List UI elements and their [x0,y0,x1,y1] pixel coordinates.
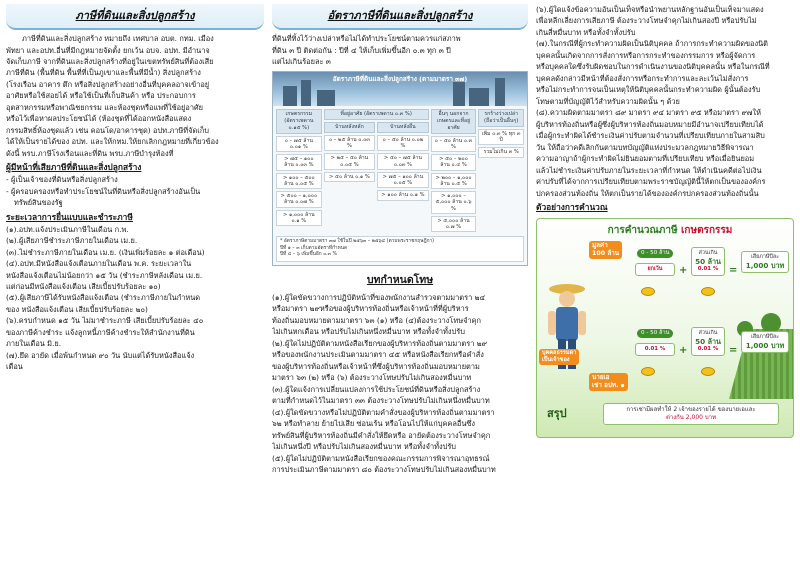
period-item: (๓).ไม่ชำระภาษีภายในเดือน เม.ย. (เงินเพิ่มร้อยละ ๑ ต่อเดือน) [6,247,205,257]
tenant-tag [589,373,628,391]
row1-result-label: เสียภาษีปีละ [750,253,780,260]
period-item: เตือน [6,362,23,372]
penalty-line: วัน ให้ถือว่าคดีเลิกกันตามบทบัญญัติแห่งประมวลกฎหมายวิธีพิจารณา [536,142,754,152]
period-item: หนังสือแจ้งเตือนไม่น้อยกว่า ๑๕ วัน (ชำระภาษีหลังเดือน เม.ย. [6,270,203,280]
taxpayer-item: - ผู้เป็นเจ้าของที่ดินหรือสิ่งปลูกสร้าง [6,175,118,185]
rate-cell: > ๒๕ – ๕๐ ล้าน ๐.๐๕ % [324,153,376,169]
penalty-line: ไม่เกินหกเดือน หรือปรับไม่เกินหนึ่งหมื่นบาท หรือทั้งจำทั้งปรับ [272,327,465,337]
rate-note-line: ปีที่ ๑ – ๓ เก็บตามอัตราที่กำหนด [280,245,348,251]
penalty-line: หรือมาตรา ๒๙หรือของผู้บริหารท้องถิ่นหรือเจ้าหน้าที่ที่ผู้บริหาร [272,304,469,314]
penalty-line: (๘).ความผิดตามมาตรา ๘๙ มาตรา ๙๔ มาตรา ๙๕ หรือมาตรา ๙๗ให้ [536,108,761,118]
summary-line: การเช่ามีผลทำให้ 2 เจ้าของรายได้ ของนายเอและ [626,405,756,413]
penalty-line: (๗).ในกรณีที่ผู้กระทำความผิดเป็นนิติบุคคล ถ้าการกระทำความผิดของนิติ [536,39,768,49]
rate-cell: > ๒๐๐ – ๑,๐๐๐ ล้าน ๐.๕ % [431,173,477,189]
penalty-line: ปกครองส่วนท้องถิ่น ให้ตกเป็นรายได้ขององค์กรปกครองส่วนท้องถิ่นนั้น [536,188,759,198]
period-item: ของภาษีค้างชำระ แจ้งลูกหนี้ภาษีค้างชำระให้สำนักงานที่ดิน [6,327,195,337]
building-shape [317,90,335,106]
tenant-tag-value: เช่า อปท. ๑ [592,381,625,389]
rate-note-line: ปีที่ ๔ – ๖ เพิ่มขึ้นอีก ๐.๓ % [280,252,338,258]
equals-sign: = [729,344,738,356]
tree-illustration [761,313,781,333]
rate-line: ที่ดิน ๓ ปี ติดต่อกัน : ปีที่ ๔ ให้เก็บเพิ่มขึ้นอีก ๐.๓ ทุก ๓ ปี [272,45,451,55]
calc-title-prefix: การคำนวณภาษี [607,224,678,236]
rate-paragraph [272,33,528,67]
owner-tag [539,349,579,365]
penalty-line: ท้องถิ่นมอบหมายตามมาตรา ๖๓ (๑) หรือ (๔)ต้องระวางโทษจำคุก [272,315,481,325]
penalty-line: แล้วไม่ชำระเงินค่าปรับภายในระยะเวลาที่กำหนด ให้ดำเนินคดีต่อไปเงิน [536,165,762,175]
intro-line: หรือไว้เพื่อหาผลประโยชน์ได้ (ห้องชุดที่ได้ออกหนังสือแสดง [6,114,192,124]
owner-tag-label: บุคคลธรรมดา [542,349,577,356]
coins-icon [701,367,715,376]
tenant-tag-label: นายเอ [592,373,610,381]
penalty-line: (๑).ผู้ใดขัดขวางการปฏิบัติหน้าที่ของพนักงานสำรวจตามมาตรา ๒๔ [272,292,486,302]
penalty-line: หรือของพนักงานประเมินตามมาตรา ๔๕ หรือหนังสือเรียกหรือคำสั่ง [272,350,484,360]
row2-rate-card [635,343,675,356]
penalty-line: บุคคลดังกล่าวมีหน้าที่ต้องสั่งการหรือกระทำการและละเว้นไม่สั่งการ [536,73,749,83]
penalty-line: ๖๒ หรือทำลาย ย้ายไปเสีย ซ่อนเร้น หรือโอนไปให้แก่บุคคลอื่นซึ่ง [272,419,476,429]
row2-result-card [741,331,789,353]
middle-panel [272,4,528,562]
penalty-line: ตามที่กำหนดไว้ในมาตรา ๓๓ ต้องระวางโทษปรับไม่เกินหนึ่งหมื่นบาท [272,396,490,406]
left-title-band [6,4,264,30]
right-panel [536,4,794,562]
penalty-line: บุคคลนั้นเกิดจากการสั่งการหรือการกระทำของกรรมการ หรือผู้จัดการ [536,50,756,60]
rate-line: แต่ไม่เกินร้อยละ ๓ [272,56,331,66]
rate-heading: อัตราภาษีที่ดินและสิ่งปลูกสร้าง [327,9,473,22]
rate-title-band [272,4,528,30]
value-tag-value: 100 ล้าน [592,249,620,257]
penalty-line: (๕).ผู้ใดไม่ปฏิบัติตามหนังสือเรียกของคณะกรรมการพิจารณาอุทธรณ์ [272,453,490,463]
intro-line: จัดเก็บภาษี จากที่ดินและสิ่งปลูกสร้างที่อยู่ในเขตทรัพย์สินที่ต้องเสีย [6,56,214,66]
coins-icon [701,287,715,296]
penalty-line: โทษตามที่บัญญัติไว้สำหรับความผิดนั้น ๆ ด้วย [536,96,680,106]
period-item: (๕).ผู้เสียภาษีได้รับหนังสือแจ้งเตือน (ชำระภาษีภายในกำหนด [6,293,201,303]
penalty-line: ทรัพย์สินที่ผู้บริหารท้องถิ่นมีคำสั่งให้ยึดหรือ อายัดต้องระวางโทษจำคุก [272,430,491,440]
calc-title [587,223,753,239]
penalty-line: ความอาญาถ้าผู้กระทำผิดไม่ยินยอมตามที่เปรียบเทียบ หรือเมื่อยินยอม [536,154,755,164]
rate-cell: เพิ่ม ๐.๓ % ทุก ๓ ปี [478,129,524,145]
rate-line: ที่ดินที่ทิ้งไว้ว่างเปล่าหรือไม่ได้ทำประโยชน์ตามควรแก่สภาพ [272,34,461,44]
rate-table-columns [273,106,527,234]
rate-cell: ๐ – ๒๕ ล้าน ๐.๐๓ % [324,135,376,151]
example-heading: ตัวอย่างการคำนวณ [536,201,608,212]
row2-amount: 0 - 50 ล้าน [637,329,673,338]
intro-paragraph [6,33,264,159]
rate-subcol-head: บ้านหลังหลัก [324,122,376,133]
taxpayer-heading: ผู้มีหน้าที่เสียภาษีที่ดินและสิ่งปลูกสร้าง [6,162,142,173]
row1-result-value: 1,000 บาท [745,261,785,270]
penalty-line: (๖).ผู้ใดแจ้งข้อความอันเป็นเท็จหรือนำพยานหลักฐานอันเป็นเท็จมาแสดง [536,5,764,14]
rate-cell: ๐ – ๕๐ ล้าน ๐.๐๒ % [377,135,429,151]
period-item: (๔).อปท.มีหนังสือแจ้งเตือนภายในเดือน พ.ค. ระยะเวลาใน [6,259,192,269]
period-item: (๑).อปท.แจ้งประเมินภาษีในเดือน ก.พ. [6,224,129,234]
intro-line: อาศัยหรือใช้สอยได้ หรือใช้เป็นที่เก็บสินค้า หรือ ประกอบการ [6,91,196,101]
penalty-line: (๔).ผู้ใดขัดขวางหรือไม่ปฏิบัติตามคำสั่งของผู้บริหารท้องถิ่นตามมาตรา [272,407,495,417]
value-tag-label: มูลค่า [592,241,608,249]
taxpayer-item: ทรัพย์สินของรัฐ [14,198,63,208]
rate-cell: > ๕๐ ล้าน ๐.๑ % [324,172,376,182]
period-list [6,224,264,373]
row1-excess-label: ส่วนเกิน [698,249,718,256]
summary-box [603,403,779,425]
coins-icon [641,367,655,376]
period-item: ภายในเดือน มิ.ย. [6,339,62,349]
row2-rate: 0.01 % [644,345,666,352]
row1-rate: ยกเว้น [647,265,663,272]
rate-note-line: * อัตราภาษีตามมาตรา ๓๗ ใช้ในปี ๒๕๖๓ – ๒๕๖๔ (ตามพระราชกฤษฎีกา) [280,239,435,245]
rate-col-head: รกร้างว่างเปล่า (ถือว่าเป็นอื่นๆ) [478,109,524,127]
building-shape [469,88,489,106]
rate-col-head: เกษตรกรรม (อัตราเพดาน ๐.๑๕ %) [276,109,322,133]
rate-cell: > ๕๐ – ๒๐๐ ล้าน ๐.๔ % [431,154,477,170]
penalty-line: มาตรา ๖๓ (๒) หรือ (๖) ต้องระวางโทษปรับไม่เกินสองหมื่นบาท [272,373,472,383]
rate-table-note [276,236,524,261]
rate-table-banner [273,72,527,106]
rate-col-vacant [478,109,524,157]
summary-label: สรุป [547,406,567,420]
rate-cell: > ๗๕ – ๑๐๐ ล้าน ๐.๐๕ % [377,172,429,188]
value-tag [589,241,622,259]
rate-cell: > ๕๐๐ – ๑,๐๐๐ ล้าน ๐.๐๗ % [276,191,322,207]
row2-excess-label: ส่วนเกิน [698,329,718,336]
row1-excess-card [691,247,725,276]
rate-col-main-house [324,122,376,200]
left-panel [6,4,264,562]
penalty-heading: บทกำหนดโทษ [366,273,434,286]
rate-cell: > ๑,๐๐๐ – ๕,๐๐๐ ล้าน ๐.๖ % [431,191,477,214]
rate-col-other-house [377,122,429,200]
equals-sign: = [729,264,738,276]
rate-cell: > ๗๕ – ๑๐๐ ล้าน ๐.๐๓ % [276,154,322,170]
rate-cell: > ๑,๐๐๐ ล้าน ๐.๑ % [276,210,322,226]
taxpayer-item: - ผู้ครอบครองหรือทำประโยชน์ในที่ดินหรือสิ่งปลูกสร้างอันเป็น [6,186,201,196]
intro-line: ภาษีที่ดินและสิ่งปลูกสร้าง หมายถึง เทศบาล อบต. กทม. เมือง [22,34,214,44]
penalty-line: ค่าปรับที่ได้จากการเปรียบเทียบตามพระราชบัญญัตินี้ให้ตกเป็นขององค์กร [536,177,766,187]
intro-line: อุตสาหกรรมหรือพาณิชยกรรม และห้องชุดหรือแพที่ใช้อยู่อาศัย [6,102,203,112]
rate-cell: > ๑๐๐ – ๕๐๐ ล้าน ๐.๐๕ % [276,173,322,189]
period-item: แต่ก่อนมีหนังสือแจ้งเตือน เสียเบี้ยปรับร้อยละ ๑๐) [6,281,161,291]
rate-cell: ๐ – ๗๕ ล้าน ๐.๐๑ % [276,136,322,152]
rate-table [272,71,528,265]
row1-excess-value: 50 ล้าน [695,257,721,266]
rate-cell: > ๕๐ – ๗๕ ล้าน ๐.๐๓ % [377,153,429,169]
coins-icon [641,287,655,296]
row1-amount: 0 - 50 ล้าน [637,249,673,258]
plus-sign: + [679,344,688,356]
penalty-line: เมื่อผู้กระทำผิดได้ชำระเงินค่าปรับตามจำนวนที่เปรียบเทียบภายในสามสิบ [536,131,765,141]
rate-cell: รวมไม่เกิน ๓ % [478,147,524,157]
row2-result-value: 1,000 บาท [745,341,785,350]
penalty-line: (๒).ผู้ใดไม่ปฏิบัติตามหนังสือเรียกของผู้บริหารท้องถิ่นตามมาตรา ๒๙ [272,338,487,348]
rate-subcolumns [324,122,429,200]
penalty-line: ของผู้บริหารท้องถิ่นหรือเจ้าหน้าที่ซึ่งผู้บริหารท้องถิ่นมอบหมายตาม [272,361,480,371]
taxpayer-list [6,174,264,208]
rate-col-other [431,109,477,232]
calculation-example [536,218,794,438]
summary-line: ต่างกัน 2,000 บาท [665,414,717,422]
rate-col-head: อื่นๆ นอกจากเกษตรและที่อยู่อาศัย [431,109,477,133]
penalty-line: ไม่เกินหนึ่งปี หรือปรับไม่เกินสองหมื่นบาท หรือทั้งจำทั้งปรับ [272,442,456,452]
penalty-line: หรือไม่กระทำการจนเป็นเหตุให้นิติบุคคลนั้นกระทำความผิด ผู้นั้นต้องรับ [536,85,761,95]
rate-col-head: ที่อยู่อาศัย (อัตราเพดาน ๐.๓ %) [324,109,429,120]
rate-cell: > ๑๐๐ ล้าน ๐.๑ % [377,190,429,200]
owner-tag-value: เป็นเจ้าของ [542,356,570,363]
period-heading: ระยะเวลาการยื่นแบบและชำระภาษี [6,211,133,222]
row2-excess-rate: 0.01 % [697,346,719,353]
penalty-paragraph [272,292,528,476]
row1-excess-rate: 0.01 % [697,266,719,273]
rate-cell: > ๕,๐๐๐ ล้าน ๐.๗ % [431,216,477,232]
period-item: ของ หนังสือแจ้งเตือน เสียเบี้ยปรับร้อยละ ๒๐) [6,304,148,314]
period-item: (๒).ผู้เสียภาษีชำระภาษีภายในเดือน เม.ย. [6,236,138,246]
intro-line: พัทยา และอปท.อื่นที่มีกฎหมายจัดตั้ง ยกเว้น อบจ. อปท. มีอำนาจ [6,45,210,55]
penalty-line: ผู้บริหารท้องถิ่นหรือผู้ซึ่งผู้บริหารท้องถิ่นมอบหมายมีอำนาจเปรียบเทียบได้ [536,119,764,129]
intro-line: ดังนี้ พรบ.ภาษีโรงเรือนและที่ดิน พรบ.ภาษีบำรุงท้องที่ [6,148,174,158]
intro-line: ได้ให้เป็นรายได้ของ อปท. และให้กทม.ให้ยกเลิกกฎหมายที่เกี่ยวข้อง [6,137,219,147]
rate-col-residential [324,109,429,200]
rate-col-agriculture [276,109,322,226]
intro-line: ภาษีที่ดิน (พื้นที่ดิน พื้นที่ที่เป็นภูเขาและพื้นที่มีน้ำ) สิ่งปลูกสร้าง [6,68,201,78]
left-title: ภาษีที่ดินและสิ่งปลูกสร้าง [75,9,195,22]
row1-rate-card [635,263,675,276]
penalty-line: หรือบุคคลใดซึ่งรับผิดชอบในการดำเนินงานของนิติบุคคลนั้น หรือในกรณีที่ [536,62,770,72]
penalty-line: เพื่อหลีกเลี่ยงการเสียภาษี ต้องระวางโทษจำคุกไม่เกินสองปี หรือปรับไม่ [536,16,757,26]
rate-subcol-head: บ้านหลังอื่น [377,122,429,133]
penalty-line: เกินสี่หมื่นบาท หรือทั้งจำทั้งปรับ [536,27,636,37]
row2-excess-card [691,327,725,356]
building-shape [453,82,465,106]
row2-excess-value: 50 ล้าน [695,337,721,346]
row2-result-label: เสียภาษีปีละ [750,333,780,340]
period-item: (๖).ครบกำหนด ๑๕ วัน ไม่มาชำระภาษี เสียเบี้ยปรับร้อยละ ๔๐ [6,316,204,326]
intro-line: (โรงเรือน อาคาร ตึก หรือสิ่งปลูกสร้างอย่างอื่นที่บุคคลอาจเข้าอยู่ [6,79,210,89]
period-item: (๗).ยึด อายัด เมื่อพ้นกำหนด ๙๐ วัน นับแต่ได้รับหนังสือแจ้ง [6,350,195,360]
penalty-line: (๓).ผู้ใดแจ้งการเปลี่ยนแปลงการใช้ประโยชน์ที่ดินหรือสิ่งปลูกสร้าง [272,384,481,394]
building-shape [283,86,297,106]
rate-cell: ๐ – ๕๐ ล้าน ๐.๓ % [431,136,477,152]
penalty-line: การประเมินภาษีตามมาตรา ๘๐ ต้องระวางโทษปรับไม่เกินสองหมื่นบาท [272,464,496,474]
penalty-continued [536,4,794,199]
row1-result-card [741,251,789,273]
rate-table-title: อัตราภาษีที่ดินและสิ่งปลูกสร้าง (ตามมาตรา ๓๗) [332,75,468,84]
plus-sign: + [679,264,688,276]
intro-line: กรรมสิทธิ์ห้องชุดแล้ว เช่น คอนโด/อาคารชุด) อปท.ภาษีที่จัดเก็บ [6,125,209,135]
calc-title-highlight: เกษตรกรรม [681,224,733,236]
